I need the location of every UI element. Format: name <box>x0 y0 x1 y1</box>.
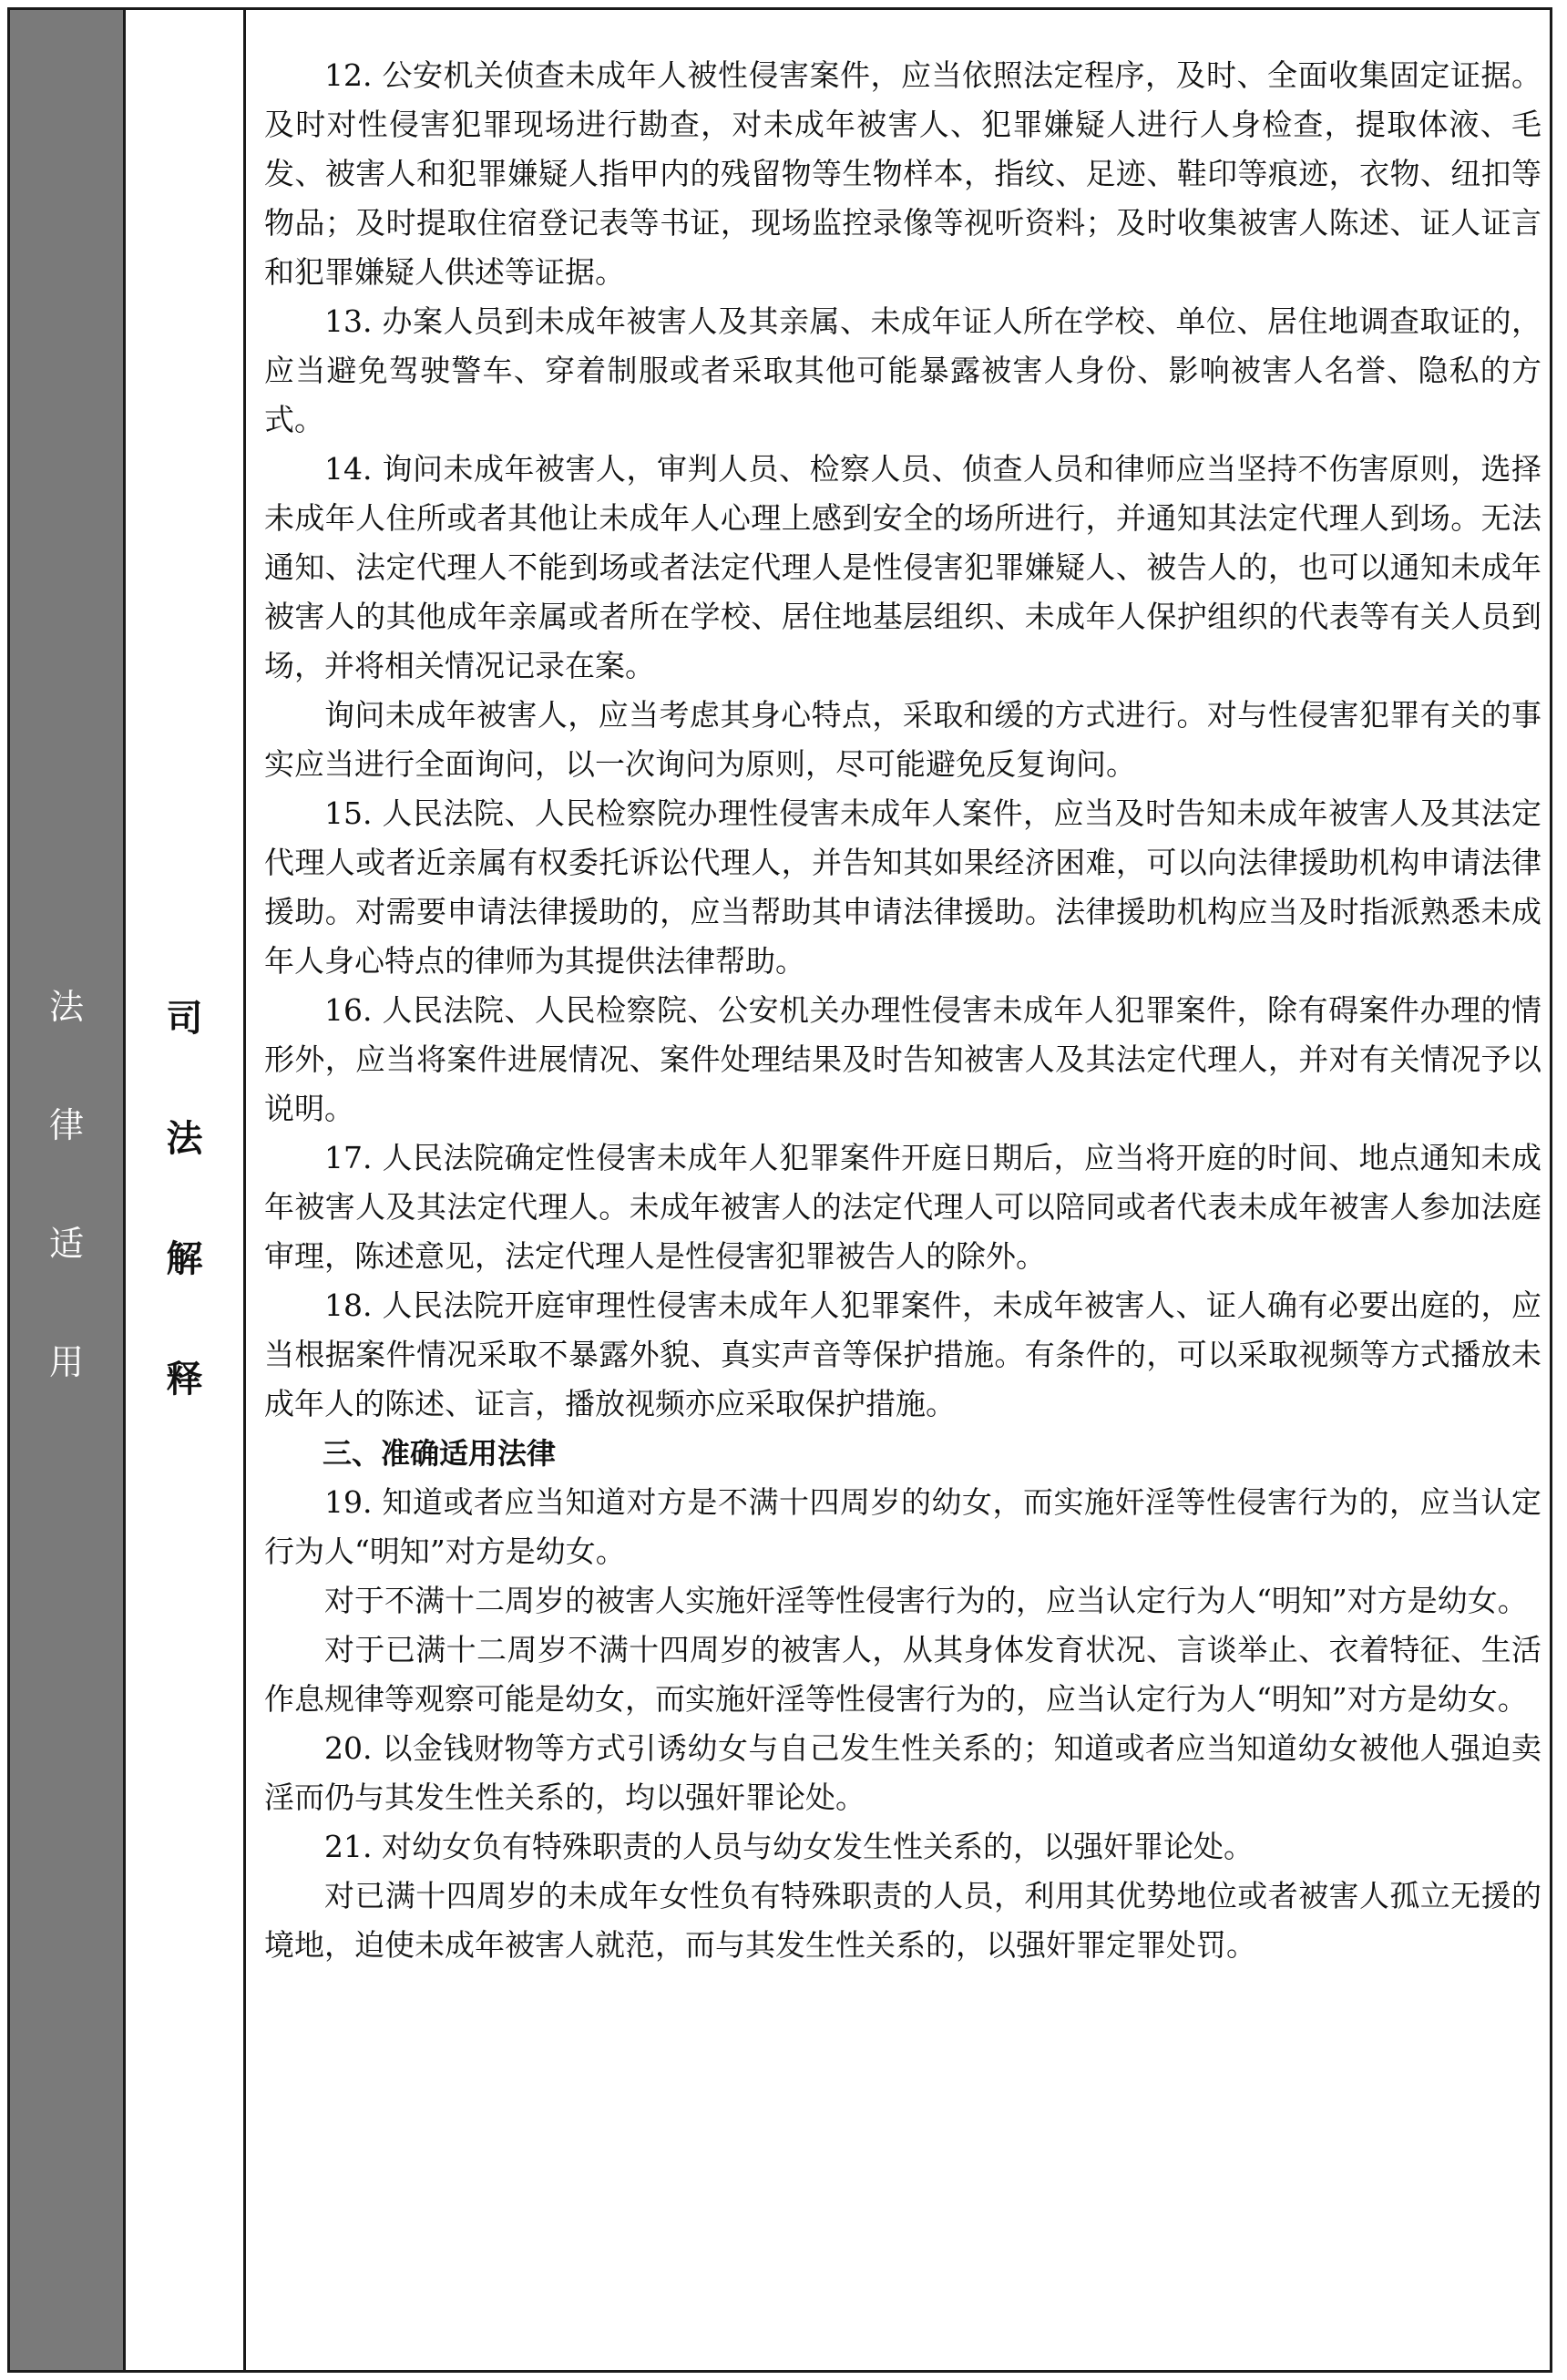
subcategory-column <box>126 7 246 2373</box>
category-label <box>48 987 84 1382</box>
paragraph: 16. 人民法院、人民检察院、公安机关办理性侵害未成年人犯罪案件，除有碍案件办理的情形外，应当将案件进展情况、案件处理结果及时告知被害人及其法定代理人，并对有关情况予以说明。 <box>264 992 1541 1126</box>
paragraph: 对于已满十二周岁不满十四周岁的被害人，从其身体发育状况、言谈举止、衣着特征、生活作息规律等观察可能是幼女，而实施奸淫等性侵害行为的，应当认定行为人“明知”对方是幼女。 <box>264 1632 1541 1717</box>
paragraph: 14. 询问未成年被害人，审判人员、检察人员、侦查人员和律师应当坚持不伤害原则，选择未成年人住所或者其他让未成年人心理上感到安全的场所进行，并通知其法定代理人到场。无法通知、法定代理人不能到场或者法定代理人是性侵害犯罪嫌疑人、被告人的，也可以通知未成年被害人的其他成年亲属或者所在学校、居住地基层组织、未成年人保护组织的代表等有关人员到场，并将相关情况记录在案。 <box>264 451 1541 683</box>
paragraph: 对于不满十二周岁的被害人实施奸淫等性侵害行为的，应当认定行为人“明知”对方是幼女。 <box>324 1583 1528 1618</box>
paragraph: 18. 人民法院开庭审理性侵害未成年人犯罪案件，未成年被害人、证人确有必要出庭的，应当根据案件情况采取不暴露外貌、真实声音等保护措施。有条件的，可以采取视频等方式播放未成年人的陈述、证言，播放视频亦应采取保护措施。 <box>264 1287 1541 1421</box>
paragraph: 12. 公安机关侦查未成年人被性侵害案件，应当依照法定程序，及时、全面收集固定证据。及时对性侵害犯罪现场进行勘查，对未成年被害人、犯罪嫌疑人进行人身检查，提取体液、毛发、被害人和犯罪嫌疑人指甲内的残留物等生物样本，指纹、足迹、鞋印等痕迹，衣物、纽扣等物品；及时提取住宿登记表等书证，现场监控录像等视听资料；及时收集被害人陈述、证人证言和犯罪嫌疑人供述等证据。 <box>264 57 1541 290</box>
category-char: 适 <box>48 1224 84 1264</box>
subcategory-label <box>167 1000 203 1398</box>
category-char: 律 <box>48 1105 84 1145</box>
category-char: 用 <box>48 1342 84 1382</box>
subcategory-char: 法 <box>166 1118 203 1160</box>
paragraph: 15. 人民法院、人民检察院办理性侵害未成年人案件，应当及时告知未成年被害人及其法定代理人或者近亲属有权委托诉讼代理人，并告知其如果经济困难，可以向法律援助机构申请法律援助。对需要申请法律援助的，应当帮助其申请法律援助。法律援助机构应当及时指派熟悉未成年人身心特点的律师为其提供法律帮助。 <box>264 795 1541 979</box>
paragraph: 20. 以金钱财物等方式引诱幼女与自己发生性关系的；知道或者应当知道幼女被他人强迫卖淫而仍与其发生性关系的，均以强奸罪论处。 <box>264 1730 1541 1815</box>
content-column <box>264 51 1541 1970</box>
paragraph: 19. 知道或者应当知道对方是不满十四周岁的幼女，而实施奸淫等性侵害行为的，应当认定行为人“明知”对方是幼女。 <box>264 1484 1541 1569</box>
subcategory-char: 司 <box>166 998 203 1040</box>
subcategory-char: 释 <box>166 1359 203 1400</box>
category-char: 法 <box>48 987 84 1027</box>
paragraph: 21. 对幼女负有特殊职责的人员与幼女发生性关系的，以强奸罪论处。 <box>324 1829 1254 1864</box>
section-heading: 三、准确适用法律 <box>323 1436 557 1471</box>
category-column <box>7 7 126 2373</box>
paragraph: 对已满十四周岁的未成年女性负有特殊职责的人员，利用其优势地位或者被害人孤立无援的境地，迫使未成年被害人就范，而与其发生性关系的，以强奸罪定罪处罚。 <box>264 1878 1541 1963</box>
paragraph: 询问未成年被害人，应当考虑其身心特点，采取和缓的方式进行。对与性侵害犯罪有关的事实应当进行全面询问，以一次询问为原则，尽可能避免反复询问。 <box>264 697 1541 782</box>
paragraph: 17. 人民法院确定性侵害未成年人犯罪案件开庭日期后，应当将开庭的时间、地点通知未成年被害人及其法定代理人。未成年被害人的法定代理人可以陪同或者代表未成年被害人参加法庭审理，陈述意见，法定代理人是性侵害犯罪被告人的除外。 <box>264 1140 1541 1274</box>
subcategory-char: 解 <box>166 1238 203 1280</box>
paragraph: 13. 办案人员到未成年被害人及其亲属、未成年证人所在学校、单位、居住地调查取证的，应当避免驾驶警车、穿着制服或者采取其他可能暴露被害人身份、影响被害人名誉、隐私的方式。 <box>264 303 1541 437</box>
